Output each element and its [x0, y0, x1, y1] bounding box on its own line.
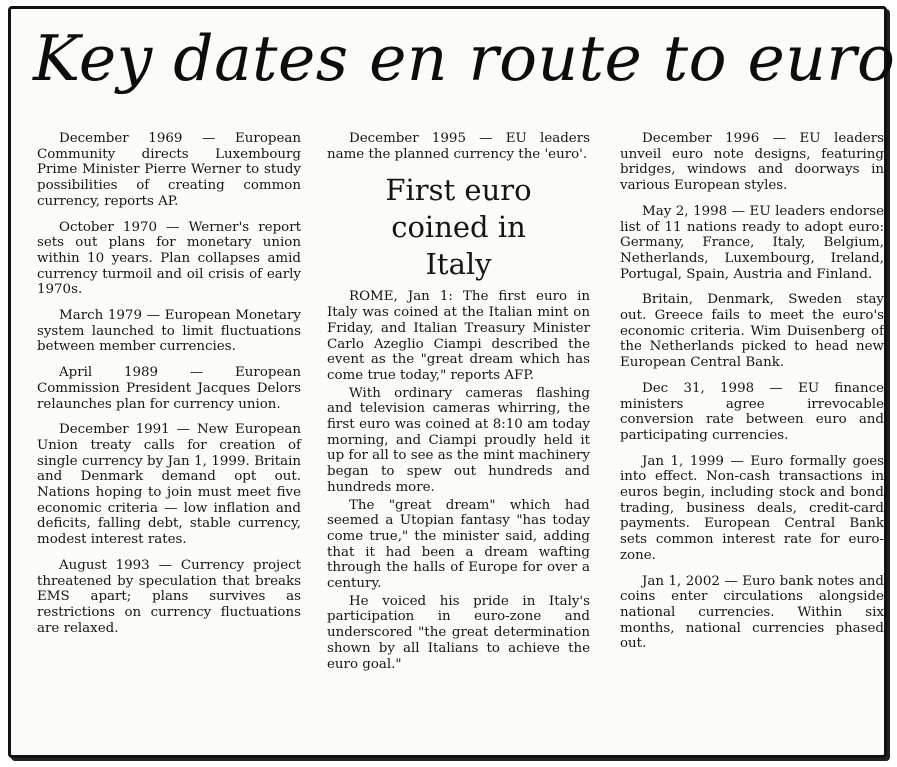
timeline-entry: December 1969 — European Community directs Luxembourg Prime Minister Pierre Werner to study possibilities of creating common currency, reports AP.: [37, 131, 301, 209]
timeline-entry: August 1993 — Currency project threatened by speculation that breaks EMS apart; plans survives as restrictions on currency fluctuations are relaxed.: [37, 557, 301, 636]
news-clipping: [8, 6, 896, 758]
article-paragraph: With ordinary cameras flashing and television cameras whirring, the first euro was coined at 8:10 am today morning, and Ciampi proudly held it up for all to see as the mint machinery began to spew out hundreds and hundreds more.: [327, 385, 590, 495]
timeline-column-right: [620, 131, 884, 662]
article-column-middle: [327, 131, 590, 674]
article-subhead: First euro coined in Italy: [385, 173, 532, 282]
timeline-entry: March 1979 — European Monetary system launched to limit fluctuations between member currencies.: [37, 308, 301, 355]
timeline-entry: December 1991 — New European Union treaty calls for creation of single currency by Jan 1, 1999. Britain and Denmark demand opt out. Nations hoping to join must meet five economic criteria — low inflation and deficits, falling debt, stable currency, modest interest rates.: [37, 422, 301, 548]
article-paragraph: ROME, Jan 1: The first euro in Italy was coined at the Italian mint on Friday, and Italian Treasury Minister Carlo Azeglio Ciampi described the event as the "great dream which has come true today," reports AFP.: [327, 289, 590, 383]
timeline-entry: Britain, Denmark, Sweden stay out. Greece fails to meet the euro's economic criteria. Wim Duisenberg of the Netherlands picked to head new European Central Bank.: [620, 292, 884, 371]
article-paragraph: The "great dream" which had seemed a Utopian fantasy "has today come true," the minister said, adding that it had been a dream wafting through the halls of Europe for over a century.: [327, 497, 590, 592]
timeline-entry: April 1989 — European Commission President Jacques Delors relaunches plan for currency union.: [37, 365, 301, 412]
timeline-entry: December 1996 — EU leaders unveil euro note designs, featuring bridges, windows and doorways in various European styles.: [620, 131, 884, 194]
timeline-entry: Jan 1, 2002 — Euro bank notes and coins enter circulations alongside national currencies. Within six months, national currencies phased out.: [620, 573, 884, 652]
article-paragraph: He voiced his pride in Italy's participation in euro-zone and underscored "the great determination shown by all Italians to achieve the euro goal.": [327, 593, 590, 672]
timeline-column-left: [37, 131, 301, 646]
headline: Key dates en route to euro: [33, 22, 896, 95]
timeline-entry: Jan 1, 1999 — Euro formally goes into effect. Non-cash transactions in euros begin, including stock and bond trading, business deals, credit-card payments. European Central Bank sets common interest rate for euro-zone.: [620, 453, 884, 563]
timeline-entry: Dec 31, 1998 — EU finance ministers agree irrevocable conversion rate between euro and participating currencies.: [620, 380, 884, 443]
timeline-entry: May 2, 1998 — EU leaders endorse list of 11 nations ready to adopt euro: Germany, France, Italy, Belgium, Netherlands, Luxembourg, Ireland, Portugal, Spain, Austria and Finland.: [620, 203, 884, 282]
timeline-entry: December 1995 — EU leaders name the planned currency the 'euro'.: [327, 131, 590, 162]
timeline-entry: October 1970 — Werner's report sets out plans for monetary union within 10 years. Plan collapses amid currency turmoil and oil crisis of early 1970s.: [37, 219, 301, 298]
